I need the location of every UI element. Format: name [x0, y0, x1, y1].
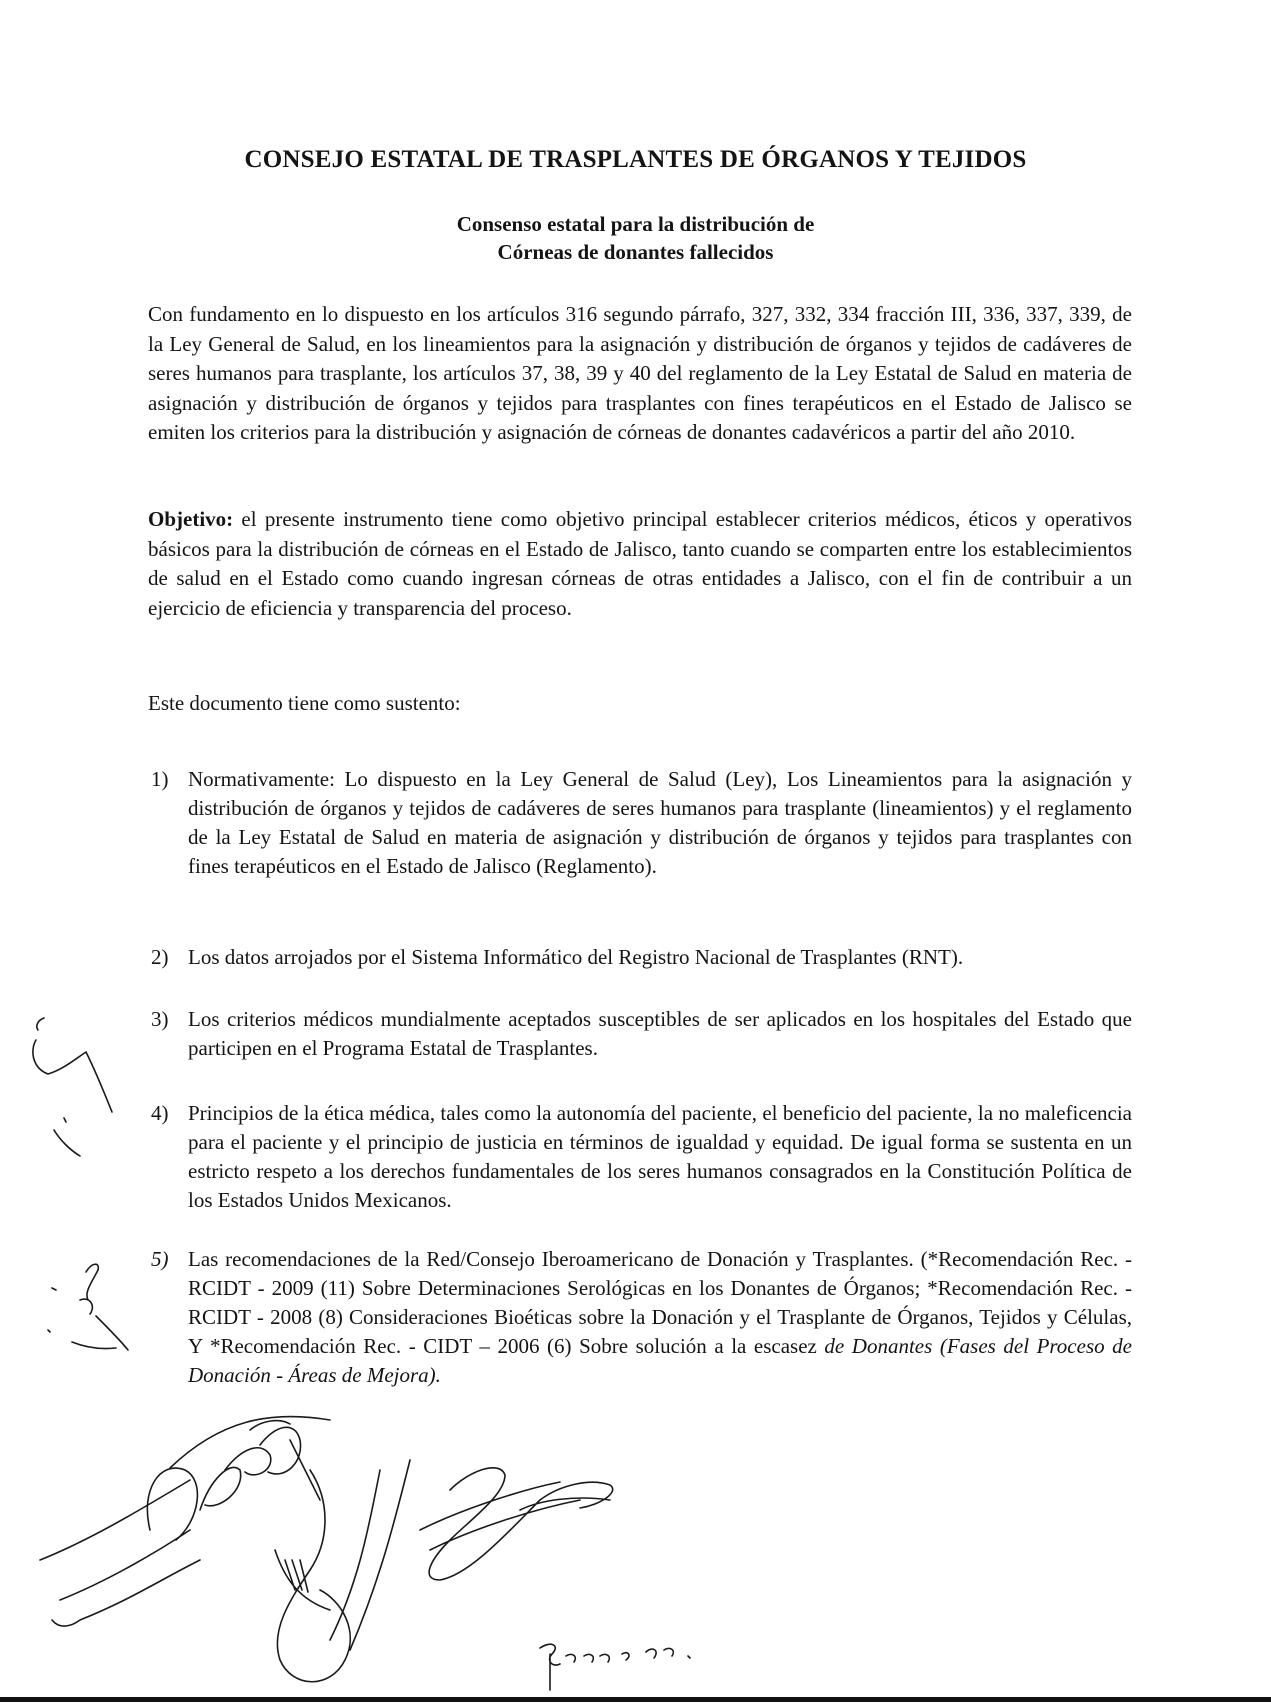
- handwritten-note-icon: [540, 1644, 690, 1690]
- margin-mark-icon: [54, 1118, 80, 1156]
- signature-icon: [275, 1550, 330, 1610]
- subtitle-line-2: Córneas de donantes fallecidos: [497, 240, 774, 264]
- page-title: CONSEJO ESTATAL DE TRASPLANTES DE ÓRGANOS Y TEJIDOS: [244, 146, 1027, 173]
- intro-paragraph: Con fundamento en lo dispuesto en los artículos 316 segundo párrafo, 327, 332, 334 fracción III, 336, 337, 339, de la Ley General de Salud, en los lineamientos para la asignación y distribución de órganos y tejidos de cadáveres de seres humanos para trasplante, los artículos 37, 38, 39 y 40 del reglamento de la Ley Estatal de Salud en materia de asignación y distribución de órganos y tejidos para trasplantes con fines terapéuticos en el Estado de Jalisco se emiten los criterios para la distribución y asignación de córneas de donantes cadavéricos a partir del año 2010.: [148, 302, 1132, 444]
- objective-paragraph: [148, 505, 1132, 623]
- signature-icon: [147, 1427, 320, 1540]
- list-item-text: Los datos arrojados por el Sistema Informático del Registro Nacional de Trasplantes (RNT).: [188, 945, 964, 969]
- subtitle-line-1: Consenso estatal para la distribución de: [456, 212, 815, 236]
- signature-icon: [170, 1416, 330, 1468]
- list-item-text: [188, 1245, 1132, 1390]
- support-intro: Este documento tiene como sustento:: [148, 691, 461, 715]
- objective-text: el presente instrumento tiene como objetivo principal establecer criterios médicos, éticos y operativos básicos para la distribución de córneas en el Estado de Jalisco, tanto cuando se comparten entre los establecimientos de salud en el Estado como cuando ingresan córneas de otras entidades a Jalisco, con el fin de contribuir a un ejercicio de eficiencia y transparencia del proceso.: [148, 507, 1132, 620]
- list-item-text: Normativamente: Lo dispuesto en la Ley General de Salud (Ley), Los Lineamientos para la asignación y distribución de órganos y tejidos de cadáveres de seres humanos para trasplante (lineamientos) y el reglamento de la Ley Estatal de Salud en materia de asignación y distribución de órganos y tejidos para trasplantes con fines terapéuticos en el Estado de Jalisco (Reglamento).: [188, 767, 1132, 878]
- list-item-text-italic: de Donantes (Fases del Proceso de Donación - Áreas de Mejora).: [188, 1334, 1132, 1387]
- page-bottom-border: [0, 1697, 1271, 1702]
- list-item-number: 4): [151, 1101, 169, 1125]
- signature-icon: [330, 1460, 410, 1650]
- list-item-text: Los criterios médicos mundialmente aceptados susceptibles de ser aplicados en los hospitales del Estado que participen en el Programa Estatal de Trasplantes.: [188, 1007, 1132, 1060]
- list-item: [148, 1005, 1132, 1063]
- list-item: [148, 765, 1132, 881]
- list-item: [148, 943, 1132, 972]
- document-subtitle: [0, 210, 1271, 266]
- signature-icon: [429, 1468, 613, 1580]
- margin-mark-icon: [33, 1018, 112, 1112]
- margin-mark-icon: [48, 1264, 128, 1350]
- signature-icon: [277, 1470, 350, 1682]
- list-item: [148, 1099, 1132, 1215]
- list-item-number: 3): [151, 1007, 169, 1031]
- list-item-number: 5): [151, 1247, 169, 1271]
- objective-label: Objetivo:: [148, 507, 234, 531]
- list-item: [148, 1245, 1132, 1390]
- list-item-number: 1): [151, 767, 169, 791]
- list-item-number: 2): [151, 945, 169, 969]
- signature-icon: [40, 1480, 200, 1626]
- signature-icon: [420, 1482, 580, 1550]
- list-item-text: Principios de la ética médica, tales como la autonomía del paciente, el beneficio del paciente, la no maleficencia para el paciente y el principio de justicia en términos de igualdad y equidad. De igual forma se sustenta en un estricto respeto a los derechos fundamentales de los seres humanos consagrados en la Constitución Política de los Estados Unidos Mexicanos.: [188, 1101, 1132, 1212]
- list-item-text-regular: Las recomendaciones de la Red/Consejo Iberoamericano de Donación y Trasplantes. (*Recomendación Rec. - RCIDT - 2009 (11) Sobre Determinaciones Serológicas en los Donantes de Órganos; *Recomendación Rec. - RCIDT - 2008 (8) Consideraciones Bioéticas sobre la Donación y el Trasplante de Órganos, Tejidos y Células, Y *Recomendación Rec. - CIDT – 2006 (6) Sobre solución a la escasez: [188, 1247, 1132, 1358]
